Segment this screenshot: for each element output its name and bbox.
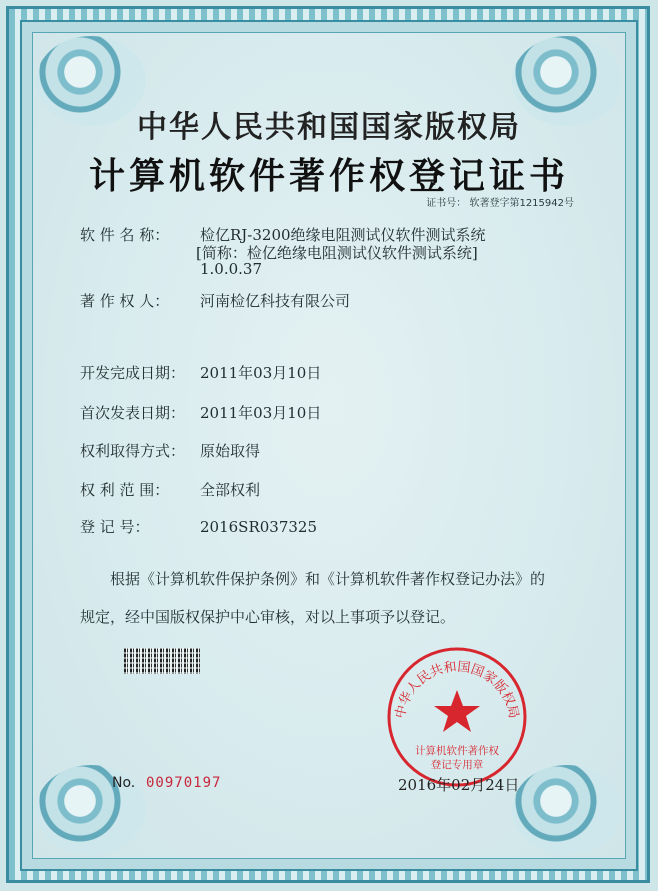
certificate-title: 计算机软件著作权登记证书 [88, 155, 569, 197]
seal-star-icon [434, 690, 480, 732]
owner-value: 河南检亿科技有限公司 [200, 292, 351, 310]
certificate-number-value: 软著登字第1215942号 [469, 198, 574, 209]
dev-date-row [80, 362, 321, 383]
registration-value: 2016SR037325 [200, 518, 318, 536]
registration-label: 登 记 号： [80, 518, 150, 536]
issuing-authority: 中华人民共和国国家版权局 [137, 110, 521, 145]
software-short-name: [简称：检亿绝缘电阻测试仪软件测试系统] [196, 244, 478, 262]
owner-label: 著 作 权 人： [80, 292, 170, 310]
certificate-number-label: 证书号： [426, 198, 467, 209]
scope-row [80, 479, 260, 500]
acquisition-row [80, 440, 260, 461]
issue-date: 2016年02月24日 [398, 776, 520, 794]
barcode [124, 648, 200, 674]
seal-inner-line-1: 计算机软件著作权 [415, 745, 499, 757]
statement-line-2: 规定，经中国版权保护中心审核，对以上事项予以登记。 [80, 608, 456, 626]
pub-date-label: 首次发表日期： [80, 404, 186, 422]
acquisition-value: 原始取得 [200, 442, 261, 460]
serial-number-value: 00970197 [146, 775, 222, 791]
acquisition-label: 权利取得方式： [80, 442, 186, 460]
pub-date-row [80, 402, 321, 423]
software-name-value: 检亿RJ-3200绝缘电阻测试仪软件测试系统 [200, 226, 486, 244]
scope-value: 全部权利 [200, 481, 261, 499]
seal-inner-line-2: 登记专用章 [430, 759, 484, 771]
pub-date-value: 2011年03月10日 [200, 404, 322, 422]
official-seal [384, 644, 530, 790]
serial-number-label: No. [112, 775, 136, 791]
seal-ring-text-path: 中华人民共和国国家版权局 [393, 659, 521, 720]
statement-line-1: 根据《计算机软件保护条例》和《计算机软件著作权登记办法》的 [110, 570, 546, 588]
software-name-label: 软 件 名 称： [80, 226, 170, 244]
dev-date-value: 2011年03月10日 [200, 364, 322, 382]
software-version: 1.0.0.37 [200, 260, 263, 278]
owner-row [80, 290, 350, 311]
certificate-number [426, 194, 574, 209]
scope-label: 权 利 范 围： [80, 481, 170, 499]
registration-row [80, 516, 317, 537]
dev-date-label: 开发完成日期： [80, 364, 186, 382]
